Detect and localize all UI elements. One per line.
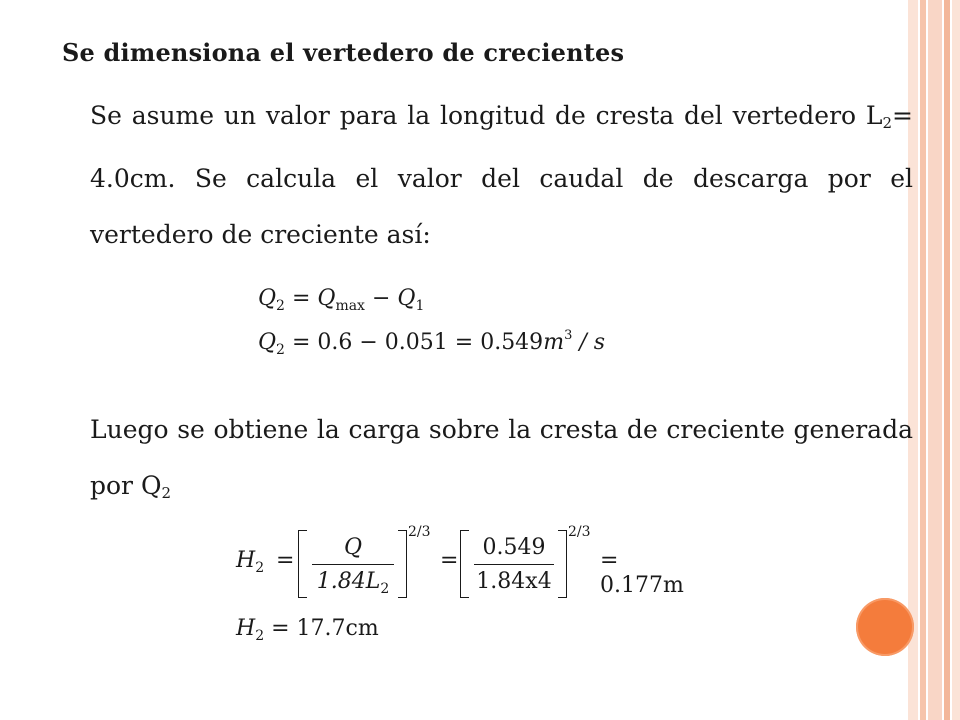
stripe [952,0,960,720]
math-unit: / s [572,330,606,355]
math-lhs [236,548,265,576]
paragraph-text: = 4.0cm. Se calcula el valor del caudal de descarga por el vertedero de creciente así: [90,101,913,249]
math-body: = 0.6 − 0.051 = 0.549 [284,330,544,355]
math-op: = [440,548,459,573]
math-var: H [236,616,256,641]
math-op: = [276,548,295,573]
math-var: Q [317,286,336,311]
fraction-numerator: 0.549 [482,535,546,560]
math-op: − [364,286,398,311]
math-result: = 0.177m [600,548,684,598]
equation-q2-value [258,328,606,358]
math-body: = 17.7cm [264,616,379,641]
fraction-1 [312,532,394,597]
stripe [944,0,950,720]
math-sub: 2 [276,342,285,358]
math-exponent: 2/3 [568,524,591,540]
math-var: Q [397,286,416,311]
bracket-right [558,530,567,598]
math-sup: 3 [564,328,573,343]
stripe [928,0,942,720]
fraction-2 [474,532,554,597]
equation-h2-formula [236,524,696,604]
stripe [920,0,926,720]
math-sub: 2 [255,628,265,644]
slide-heading: Se dimensiona el vertedero de crecientes [62,38,625,67]
math-unit: m [543,330,565,355]
equation-q2-definition [258,286,425,314]
fraction-denominator [312,565,394,597]
paragraph-carga [90,402,913,521]
fraction-denominator: 1.84x4 [476,569,552,594]
bracket-left [298,530,307,598]
math-exponent: 2/3 [408,524,431,540]
math-sub: 1 [415,298,425,314]
math-var: Q [258,286,277,311]
math-var: 1.84L [316,569,381,594]
subscript: 2 [882,114,893,132]
math-sub: 2 [380,581,390,597]
math-sub: max [335,298,365,314]
bracket-left [460,530,469,598]
math-sub: 2 [255,560,265,576]
paragraph-intro [90,88,913,263]
paragraph-text: Luego se obtiene la carga sobre la cresta de creciente generada por Q [90,415,913,500]
subscript: 2 [161,484,171,502]
bracket-right [398,530,407,598]
math-var: Q [258,330,277,355]
fraction-numerator: Q [343,535,363,560]
decorative-stripes [908,0,960,720]
equation-h2-result [236,616,379,644]
math-sub: 2 [276,298,285,314]
math-op: = [284,286,318,311]
paragraph-text: Se asume un valor para la longitud de cresta del vertedero L [90,101,883,130]
math-var: H [236,548,256,573]
